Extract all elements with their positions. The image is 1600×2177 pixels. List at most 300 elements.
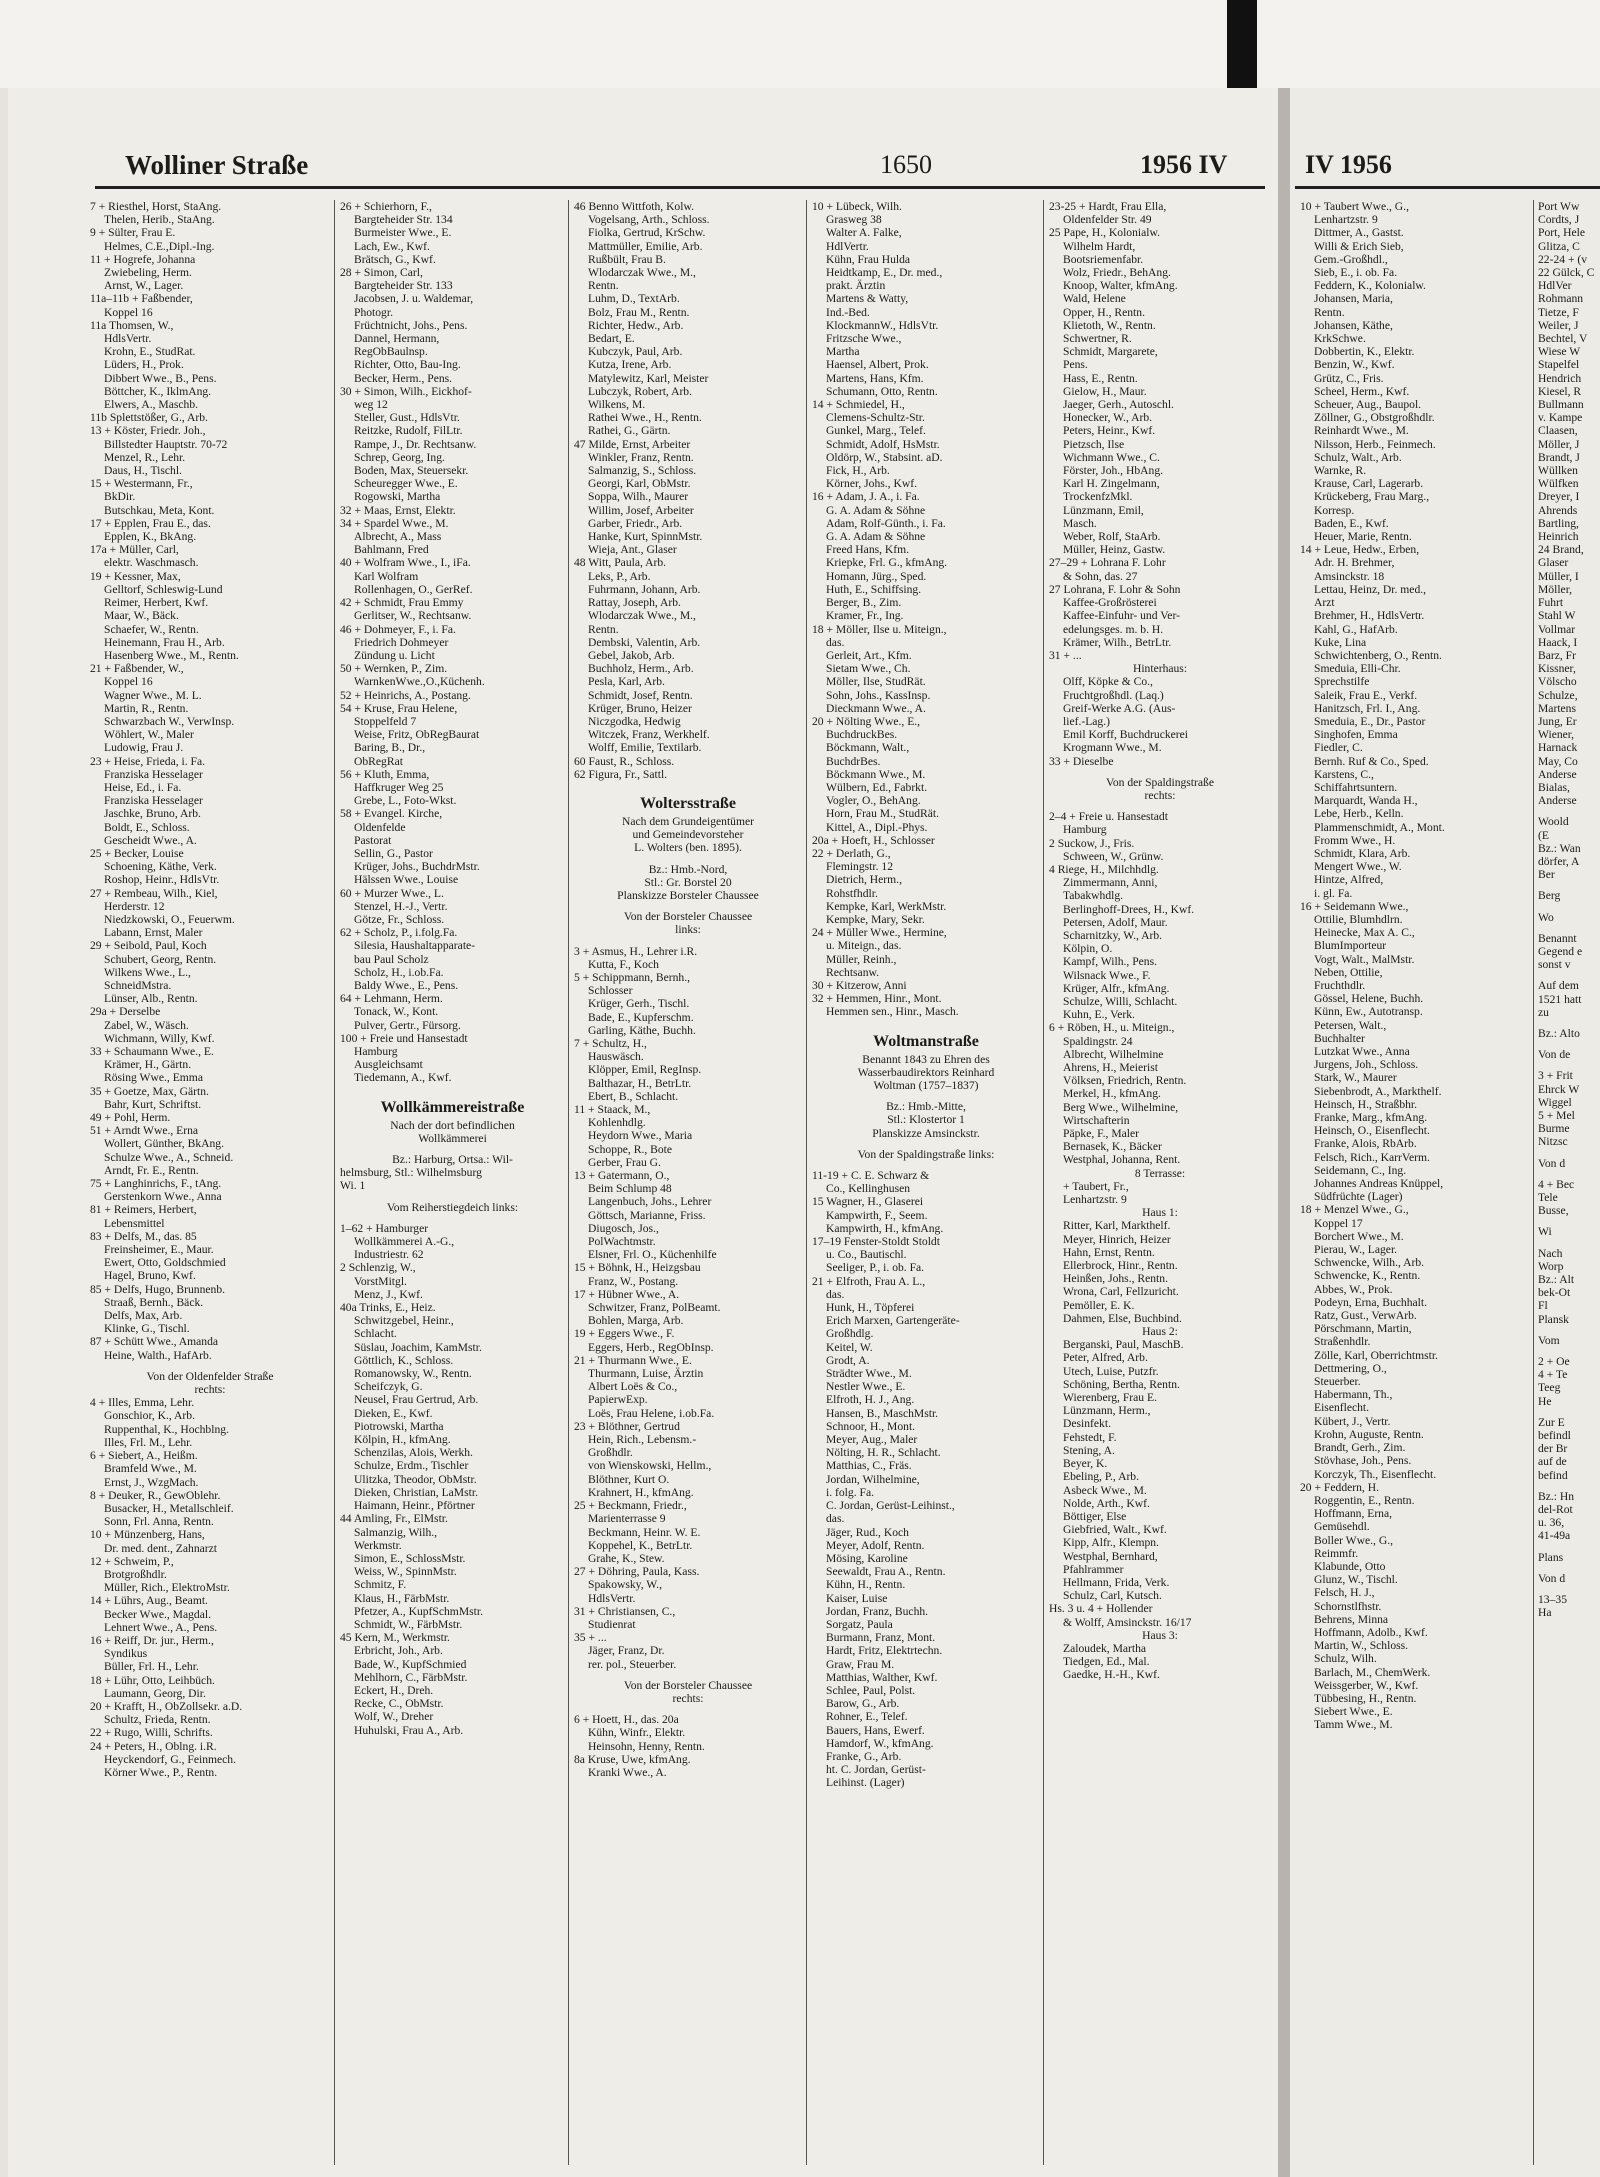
directory-entry: Jordan, Wilhelmine, [826, 1472, 920, 1486]
directory-entry: 13 + Köster, Friedr. Joh., [90, 424, 206, 438]
directory-entry: Baldy Wwe., E., Pens. [354, 978, 459, 992]
directory-entry: bau Paul Scholz [354, 952, 429, 966]
directory-entry: Petersen, Walt., [1314, 1018, 1387, 1032]
directory-entry: Leks, P., Arb. [588, 569, 651, 583]
directory-entry: Spaldingstr. 24 [1063, 1034, 1133, 1048]
directory-entry: Förster, Joh., HbAng. [1063, 464, 1164, 478]
directory-entry: Wollkämmerei A.-G., [354, 1235, 455, 1249]
directory-entry: Von der Borsteler Chaussee [623, 910, 753, 924]
directory-entry: Stoppelfeld 7 [354, 714, 417, 728]
scan-edge-strip [1227, 0, 1257, 88]
directory-entry: Bartling, [1538, 516, 1579, 530]
directory-entry: Von de [1538, 1048, 1571, 1062]
directory-entry: Vogler, O., BehAng. [826, 794, 921, 808]
directory-entry: Graw, Frau M. [826, 1657, 895, 1671]
directory-entry: Wagner Wwe., M. L. [104, 688, 202, 702]
directory-entry: Rohner, E., Telef. [826, 1710, 908, 1724]
directory-entry: 47 Milde, Ernst, Arbeiter [574, 437, 691, 451]
year-right: IV 1956 [1305, 150, 1392, 179]
directory-entry [574, 781, 802, 789]
directory-entry: 22 + Rugo, Willi, Schrifts. [90, 1726, 213, 1740]
directory-entry: PolWachtmstr. [588, 1235, 656, 1249]
directory-entry [340, 1214, 565, 1222]
directory-entry: Gerstenkorn Wwe., Anna [104, 1190, 222, 1204]
directory-entry: Matthias, Walther, Kwf. [826, 1670, 938, 1684]
directory-entry: Göttlich, K., Schloss. [354, 1353, 454, 1367]
directory-entry: Nach dem Grundeigentümer [622, 814, 754, 828]
directory-entry [1538, 1347, 1600, 1355]
directory-entry: Kempke, Mary, Sekr. [826, 912, 925, 926]
directory-entry: Klaus, H., FärbMstr. [354, 1591, 450, 1605]
directory-entry: 62 + Scholz, P., i.folg.Fa. [340, 926, 458, 940]
directory-entry: Hagel, Bruno, Kwf. [104, 1269, 196, 1283]
directory-entry: Hälssen Wwe., Louise [354, 873, 459, 887]
directory-entry: Brandt, Gerh., Zim. [1314, 1441, 1406, 1455]
directory-entry: Dr. med. dent., Zahnarzt [104, 1541, 217, 1555]
page-number: 1650 [880, 150, 932, 179]
directory-entry: 46 + Dohmeyer, F., i. Fa. [340, 622, 456, 636]
directory-entry: Bz.: Alt [1538, 1273, 1575, 1287]
directory-entry: Kampwirth, H., kfmAng. [826, 1221, 944, 1235]
directory-entry: Dietrich, Herm., [826, 873, 902, 887]
directory-entry: 2 Suckow, J., Fris. [1049, 836, 1135, 850]
directory-entry: Dieckmann Wwe., A. [826, 701, 926, 715]
directory-entry: Reinhardt Wwe., M. [1314, 424, 1409, 438]
directory-entry: Woold [1538, 815, 1569, 829]
directory-entry: Stl.: Gr. Borstel 20 [644, 875, 732, 889]
directory-entry: 4 Riege, H., Milchhdlg. [1049, 862, 1159, 876]
directory-entry: Leihinst. (Lager) [826, 1776, 905, 1790]
directory-entry: Worp [1538, 1259, 1564, 1273]
directory-entry: Schmidt, Margarete, [1063, 345, 1158, 359]
directory-entry: Nestler Wwe., E. [826, 1380, 906, 1394]
directory-entry: Rechtsanw. [826, 965, 880, 979]
directory-entry: u. Miteign., das. [826, 939, 902, 953]
directory-entry: Wrona, Carl, Fellzuricht. [1063, 1285, 1179, 1299]
directory-entry: Lünser, Alb., Rentn. [104, 992, 198, 1006]
directory-entry: Wiener, [1538, 728, 1575, 742]
directory-entry: 64 + Lehmann, Herm. [340, 992, 443, 1006]
directory-entry: Jäger, Franz, Dr. [588, 1644, 665, 1658]
directory-entry: TrockenfzMkl. [1063, 490, 1133, 504]
directory-entry: Richter, Otto, Bau-Ing. [354, 358, 461, 372]
directory-column-4 [812, 200, 1040, 1790]
directory-entry: Krause, Carl, Lagerarb. [1314, 477, 1424, 491]
directory-entry: Benannt 1843 zu Ehren des [862, 1052, 990, 1066]
directory-entry: 17 + Hübner Wwe., A. [574, 1287, 680, 1301]
directory-entry: Brandt, J [1538, 450, 1580, 464]
directory-entry: Dahmen, Else, Buchbind. [1063, 1311, 1182, 1325]
directory-entry: Kranki Wwe., A. [588, 1765, 667, 1779]
directory-entry: Adam, Rolf-Günth., i. Fa. [826, 516, 946, 530]
directory-entry: Schöning, Bertha, Rentn. [1063, 1377, 1180, 1391]
directory-entry: Garber, Friedr., Arb. [588, 516, 683, 530]
directory-entry: Horn, Frau M., StudRät. [826, 807, 940, 821]
directory-entry: Freinsheimer, E., Maur. [104, 1243, 214, 1257]
directory-entry: Roggentin, E., Rentn. [1314, 1493, 1415, 1507]
directory-entry: Koppel 17 [1314, 1216, 1363, 1230]
directory-entry: Korczyk, Th., Eisenflecht. [1314, 1467, 1437, 1481]
directory-entry: Planskizze Borsteler Chaussee [617, 888, 759, 902]
directory-entry: Baring, B., Dr., [354, 741, 426, 755]
directory-entry: Rentn. [588, 279, 619, 293]
directory-entry: Bz.: Hn [1538, 1489, 1575, 1503]
directory-entry: Krohn, Auguste, Rentn. [1314, 1427, 1424, 1441]
directory-entry: Rösing Wwe., Emma [104, 1071, 203, 1085]
directory-entry: 32 + Maas, Ernst, Elektr. [340, 503, 456, 517]
directory-entry: Greif-Werke A.G. (Aus- [1063, 701, 1176, 715]
directory-entry: Haack, I [1538, 635, 1578, 649]
directory-entry: Vogt, Walt., MalMstr. [1314, 952, 1415, 966]
directory-entry: Port Ww [1538, 200, 1580, 213]
directory-entry: Rentn. [588, 622, 619, 636]
directory-entry: Port, Hele [1538, 226, 1586, 240]
directory-entry: Matthias, C., Fräs. [826, 1459, 912, 1473]
year-left: 1956 IV [1140, 150, 1228, 179]
directory-entry: Gerber, Frau G. [588, 1155, 661, 1169]
directory-entry: Thurmann, Luise, Ärztin [588, 1367, 704, 1381]
directory-entry: Dannel, Hermann, [354, 332, 440, 346]
directory-entry: Kubczyk, Paul, Arb. [588, 345, 683, 359]
directory-entry: Von der Borsteler Chaussee [623, 1678, 753, 1692]
directory-entry: Olff, Köpke & Co., [1063, 675, 1153, 689]
directory-entry: Brehmer, H., HdlsVertr. [1314, 609, 1425, 623]
directory-entry: Müller, I [1538, 569, 1579, 583]
directory-entry: Heuer, Marie, Rentn. [1314, 530, 1412, 544]
directory-entry: Schultz, Frieda, Rentn. [104, 1713, 211, 1727]
directory-entry: 49 + Pohl, Herm. [90, 1111, 171, 1125]
directory-entry: Hoffmann, Erna, [1314, 1507, 1393, 1521]
directory-entry: Auf dem [1538, 979, 1579, 993]
directory-entry: 17a + Müller, Carl, [90, 543, 179, 557]
directory-entry: Sellin, G., Pastor [354, 846, 433, 860]
directory-entry: Pemöller, E. K. [1063, 1298, 1135, 1312]
directory-entry: Wolff, Emilie, Textilarb. [588, 741, 702, 755]
directory-entry: Bargteheider Str. 133 [354, 279, 453, 293]
directory-entry: Gegend e [1538, 944, 1583, 958]
directory-entry: Franziska Hesselager [104, 767, 203, 781]
directory-entry: Steller, Gust., HdlsVtr. [354, 411, 460, 425]
directory-entry: Zöllner, G., Obstgroßhdlr. [1314, 411, 1435, 425]
directory-entry: 54 + Kruse, Frau Helene, [340, 701, 458, 715]
directory-entry: Koppel 16 [104, 305, 153, 319]
directory-entry: Heinemann, Frau H., Arb. [104, 635, 225, 649]
directory-entry: Smeduia, Elli-Chr. [1314, 662, 1401, 676]
directory-entry: Dettmering, O., [1314, 1361, 1387, 1375]
directory-entry: 42 + Schmidt, Frau Emmy [340, 596, 464, 610]
directory-entry: Böttiger, Else [1063, 1509, 1127, 1523]
directory-entry: Lünzmann, Emil, [1063, 503, 1144, 517]
directory-entry: Plans [1538, 1550, 1564, 1564]
directory-entry: Ellerbrock, Hinr., Rentn. [1063, 1259, 1178, 1273]
directory-entry: Roshop, Heinr., HdlsVtr. [104, 873, 220, 887]
directory-entry: Zwiebeling, Herm. [104, 266, 192, 280]
directory-entry: Schwencke, Wilh., Arb. [1314, 1256, 1425, 1270]
directory-entry: Habermann, Th., [1314, 1388, 1393, 1402]
directory-entry: Heinsch, H., Straßbhr. [1314, 1097, 1418, 1111]
directory-entry: Schulze, [1538, 688, 1578, 702]
directory-entry: Singhofen, Emma [1314, 728, 1398, 742]
directory-entry: Fiedler, C. [1314, 741, 1363, 755]
directory-entry: 26 + Schierhorn, F., [340, 200, 432, 213]
directory-entry: 14 + Lührs, Aug., Beamt. [90, 1594, 208, 1608]
directory-entry: Laumann, Georg, Dir. [104, 1686, 206, 1700]
directory-entry: Scheel, Herm., Kwf. [1314, 384, 1410, 398]
directory-entry: Haus 3: [1142, 1628, 1178, 1642]
directory-entry: Künn, Ew., Autotransp. [1314, 1005, 1423, 1019]
directory-entry: Krüger, Alfr., kfmAng. [1063, 981, 1170, 995]
directory-entry: dörfer, A [1538, 854, 1580, 868]
directory-entry: Vom [1538, 1333, 1560, 1347]
directory-entry: Marquardt, Wanda H., [1314, 794, 1418, 808]
directory-entry: Zur E [1538, 1415, 1565, 1429]
directory-entry: Jaschke, Bruno, Arb. [104, 807, 201, 821]
directory-entry: Photogr. [354, 305, 393, 319]
directory-entry: Bootsriemenfabr. [1063, 252, 1144, 266]
directory-entry: Haffkruger Weg 25 [354, 780, 444, 794]
directory-entry: links: [675, 923, 701, 937]
directory-entry: Huth, E., Schiffsing. [826, 582, 922, 596]
directory-entry: Möller, [1538, 582, 1572, 596]
directory-entry: Schwarzbach W., VerwInsp. [104, 714, 235, 728]
directory-entry: Wolf, W., Dreher [354, 1710, 434, 1724]
directory-entry: HdlsVertr. [588, 1591, 636, 1605]
directory-entry: Bahr, Kurt, Schriftst. [104, 1097, 202, 1111]
directory-entry: 62 Figura, Fr., Sattl. [574, 767, 668, 781]
directory-entry: Schoppe, R., Bote [588, 1142, 673, 1156]
directory-entry: Schwichtenberg, O., Rentn. [1314, 648, 1442, 662]
directory-entry: Fromm Wwe., H. [1314, 833, 1396, 847]
directory-entry [340, 1085, 565, 1093]
directory-entry: i. gl. Fa. [1314, 886, 1353, 900]
directory-entry: 4 + Bec [1538, 1177, 1575, 1191]
directory-entry: Ahrens, H., Meierist [1063, 1061, 1158, 1074]
directory-entry: Stl.: Klostertor 1 [887, 1113, 965, 1127]
directory-entry [1538, 1170, 1600, 1178]
directory-entry: Heise, Ed., i. Fa. [104, 780, 182, 794]
directory-column-6 [1300, 200, 1530, 1732]
directory-entry: Fritzsche Wwe., [826, 332, 902, 346]
directory-entry: Glunz, W., Tischl. [1314, 1573, 1398, 1587]
directory-entry: Georgi, Karl, ObMstr. [588, 477, 691, 491]
directory-entry: Heydorn Wwe., Maria [588, 1129, 693, 1143]
directory-entry: 20 + Nölting Wwe., E., [812, 714, 921, 728]
directory-entry: Müller, Rich., ElektroMstr. [104, 1581, 230, 1595]
directory-entry [1538, 807, 1600, 815]
directory-entry: Weiss, W., SpinnMstr. [354, 1565, 457, 1579]
directory-entry: Scholz, H., i.ob.Fa. [354, 965, 444, 979]
directory-entry: 1–62 + Hamburger [340, 1221, 429, 1235]
directory-entry: Von der Spaldingstraße links: [857, 1147, 995, 1161]
directory-entry: Mösing, Karoline [826, 1551, 908, 1565]
directory-entry: Wolz, Friedr., BehAng. [1063, 266, 1171, 280]
directory-entry: Wilsnack Wwe., F. [1063, 968, 1151, 982]
directory-entry: Weber, Rolf, StaArb. [1063, 530, 1161, 544]
directory-entry: Reitzke, Rudolf, FilLtr. [354, 424, 463, 438]
directory-entry: Wilkens Wwe., L., [104, 965, 191, 979]
directory-entry: Krüger, Gerh., Tischl. [588, 997, 690, 1011]
directory-entry: Willim, Josef, Arbeiter [588, 503, 694, 517]
directory-entry: Elwers, A., Maschb. [104, 398, 199, 412]
column-divider [568, 200, 569, 2165]
directory-entry: Beckmann, Heinr. W. E. [588, 1525, 701, 1539]
directory-entry: weg 12 [354, 398, 388, 412]
directory-entry: Rohstfhdlr. [826, 886, 878, 900]
directory-entry: Luhm, D., TextArb. [588, 292, 680, 306]
directory-entry: Diugosch, Jos., [588, 1221, 659, 1235]
directory-entry: Kempke, Karl, WerkMstr. [826, 899, 947, 913]
directory-entry [574, 855, 802, 863]
directory-entry: 17–19 Fenster-Stoldt Stoldt [812, 1235, 940, 1249]
directory-entry: Völscho [1538, 675, 1577, 689]
scan-top-margin [0, 0, 1600, 88]
directory-entry: 11 + Hogrefe, Johanna [90, 252, 196, 266]
header-rule-right [1295, 186, 1600, 189]
directory-entry: Weissgerber, W., Kwf. [1314, 1678, 1419, 1692]
directory-entry: Gelltorf, Schleswig-Lund [104, 582, 223, 596]
directory-entry: u. Co., Bautischl. [826, 1248, 907, 1262]
directory-entry: Bargteheider Str. 134 [354, 213, 453, 227]
directory-entry: Dembski, Valentin, Arb. [588, 635, 701, 649]
directory-entry: Großhdlg. [826, 1327, 874, 1341]
directory-entry: Dreyer, I [1538, 490, 1580, 504]
directory-entry: Haensel, Albert, Prok. [826, 358, 929, 372]
directory-entry: Johansen, Maria, [1314, 292, 1393, 306]
directory-entry: Früchtnicht, Johs., Pens. [354, 318, 468, 332]
directory-entry: Schulz, Walt., Arb. [1314, 450, 1402, 464]
directory-entry: Schmidt, Josef, Rentn. [588, 688, 693, 702]
directory-entry: 83 + Delfs, M., das. 85 [90, 1229, 197, 1243]
directory-entry: 85 + Delfs, Hugo, Brunnenb. [90, 1282, 226, 1296]
directory-entry: Hamburg [1063, 823, 1107, 837]
directory-entry: Kipp, Alfr., Klempn. [1063, 1536, 1159, 1550]
directory-entry: 34 + Spardel Wwe., M. [340, 516, 449, 530]
directory-entry: Schwertner, R. [1063, 332, 1132, 346]
directory-entry: Asbeck Wwe., M. [1063, 1483, 1147, 1497]
directory-entry: 56 + Kluth, Emma, [340, 767, 430, 781]
directory-entry: Harnack [1538, 741, 1578, 755]
directory-entry: Mattmüller, Emilie, Arb. [588, 239, 703, 253]
directory-entry: Tietze, F [1538, 305, 1579, 319]
directory-entry: Jacobsen, J. u. Waldemar, [354, 292, 474, 306]
directory-entry: Ha [1538, 1606, 1552, 1620]
directory-entry: Peter, Alfred, Arb. [1063, 1351, 1148, 1365]
directory-entry: 16 + Seidemann Wwe., [1300, 899, 1409, 913]
directory-entry: Sieb, E., i. ob. Fa. [1314, 266, 1398, 280]
directory-entry: Ottilie, Blumhdlrn. [1314, 912, 1403, 926]
directory-entry: & Sohn, das. 27 [1063, 569, 1138, 583]
directory-entry: Ewert, Otto, Goldschmied [104, 1256, 226, 1270]
directory-entry: Karl Wolfram [354, 569, 419, 583]
directory-entry: Gem.-Großhdl., [1314, 252, 1388, 266]
directory-entry: Wollkämmerei [418, 1131, 487, 1145]
directory-entry: Kaffee-Großrösterei [1063, 596, 1157, 610]
directory-entry: Spakowsky, W., [588, 1578, 662, 1592]
directory-entry: Büller, Frl. H., Lehr. [104, 1660, 199, 1674]
directory-entry: Albrecht, A., Mass [354, 530, 442, 544]
directory-entry [90, 1362, 330, 1370]
directory-entry: Recke, C., ObMstr. [354, 1697, 444, 1711]
directory-entry: Krämer, Wilh., BetrLtr. [1063, 635, 1172, 649]
directory-entry: 20a + Hoeft, H., Schlosser [812, 833, 935, 847]
directory-entry: Witczek, Franz, Werkhelf. [588, 728, 710, 742]
directory-entry: Heinßen, Johs., Rentn. [1063, 1272, 1168, 1286]
directory-entry: 19 + Eggers Wwe., F. [574, 1327, 675, 1341]
directory-entry: Salmanzig, S., Schloss. [588, 464, 697, 478]
directory-entry: Helmes, C.E.,Dipl.-Ing. [104, 239, 215, 253]
directory-entry: Wirtschafterin [1063, 1113, 1130, 1127]
directory-entry: Wülbern, Ed., Fabrkt. [826, 780, 928, 794]
directory-entry: Nölting, H. R., Schlacht. [826, 1446, 941, 1460]
directory-entry: 8 + Deuker, R., GewOblehr. [90, 1488, 221, 1502]
directory-entry: Schmidt, Adolf, HsMstr. [826, 437, 940, 451]
directory-entry: Woltman (1757–1837) [873, 1079, 979, 1092]
directory-entry: Kühn, Winfr., Elektr. [588, 1726, 686, 1740]
directory-entry: Franziska Hesselager [104, 794, 203, 808]
directory-entry: Bahlmann, Fred [354, 543, 429, 557]
directory-entry: Friedrich Dohmeyer [354, 635, 449, 649]
directory-entry: Schwencke, K., Rentn. [1314, 1269, 1421, 1283]
directory-entry: Desinfekt. [1063, 1417, 1111, 1431]
directory-entry: Schenzilas, Alois, Werkh. [354, 1446, 473, 1460]
directory-column-7 [1538, 200, 1600, 1620]
directory-entry: Martens [1538, 701, 1576, 715]
directory-entry: Meyer, Aug., Maler [826, 1433, 918, 1447]
directory-entry: Ludowig, Frau J. [104, 741, 184, 755]
directory-entry: Lehnert Wwe., A., Pens. [104, 1620, 218, 1634]
directory-entry: Burmeister Wwe., E. [354, 226, 452, 240]
directory-entry: Lutzkat Wwe., Anna [1314, 1045, 1410, 1058]
directory-entry: Schmitz, F. [354, 1578, 407, 1592]
directory-entry: Bullmann [1538, 398, 1584, 412]
directory-entry: Barlach, M., ChemWerk. [1314, 1665, 1431, 1679]
directory-entry: Bramfeld Wwe., M. [104, 1462, 197, 1476]
directory-entry: elektr. Waschmasch. [104, 556, 199, 570]
directory-entry: Herderstr. 12 [104, 899, 165, 913]
directory-entry: Daus, H., Tischl. [104, 464, 182, 478]
directory-entry: Thelen, Herib., StaAng. [104, 213, 215, 227]
directory-entry: Westphal, Bernhard, [1063, 1549, 1158, 1563]
directory-entry [812, 1161, 1040, 1169]
directory-entry: Klietoth, W., Rentn. [1063, 318, 1156, 332]
directory-entry: Grasweg 38 [826, 213, 882, 227]
directory-entry: Lünzmann, Herm., [1063, 1404, 1151, 1418]
directory-entry: Lach, Ew., Kwf. [354, 239, 430, 253]
directory-entry: Zündung u. Licht [354, 648, 435, 662]
directory-entry: Burme [1538, 1122, 1570, 1136]
directory-entry: Kutta, F., Koch [588, 957, 659, 971]
directory-entry: Wald, Helene [1063, 292, 1126, 306]
directory-entry: Bedart, E. [588, 332, 635, 346]
directory-entry [1538, 1326, 1600, 1334]
directory-entry [1538, 1564, 1600, 1572]
directory-entry: Schulz, Carl, Kutsch. [1063, 1589, 1162, 1603]
directory-entry: 17 + Epplen, Frau E., das. [90, 516, 211, 530]
directory-entry: Hahn, Ernst, Rentn. [1063, 1245, 1155, 1259]
street-section-title: Wollkämmereistraße [380, 1098, 525, 1116]
directory-entry: 6 + Hoett, H., das. 20a [574, 1713, 679, 1727]
directory-entry: Fruchtgroßhdl. (Laq.) [1063, 688, 1164, 702]
directory-entry: Nilsson, Herb., Feinmech. [1314, 437, 1436, 451]
directory-entry: 14 + Leue, Hedw., Erben, [1300, 543, 1420, 557]
directory-entry: auf de [1538, 1455, 1567, 1469]
directory-entry: Körner, Johs., Kwf. [826, 477, 917, 491]
directory-entry: Hinterhaus: [1132, 662, 1188, 676]
directory-entry: 2 + Oe [1538, 1355, 1570, 1369]
directory-entry: Hanke, Kurt, SpinnMstr. [588, 530, 703, 544]
directory-entry: Weiler, J [1538, 318, 1579, 332]
directory-entry: Martha [826, 345, 860, 359]
